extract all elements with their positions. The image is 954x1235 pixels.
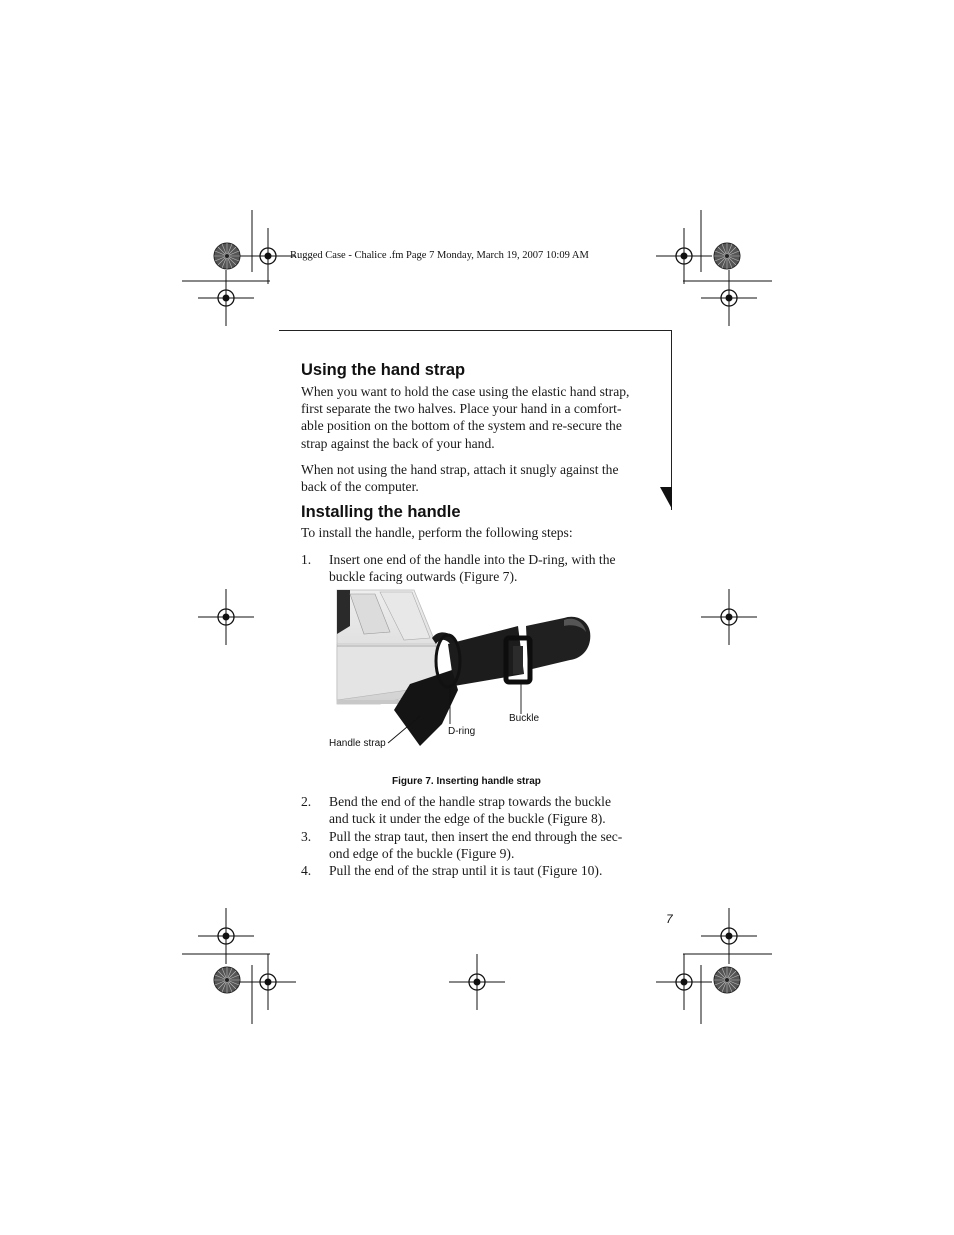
text-line: When you want to hold the case using the elastic hand strap, <box>301 384 630 399</box>
figure-caption: Figure 7. Inserting handle strap <box>392 776 541 787</box>
top-rule <box>279 330 672 331</box>
text-line: Pull the strap taut, then insert the end through the sec- <box>329 829 623 844</box>
text-line: strap against the back of your hand. <box>301 435 495 451</box>
text-line: Bend the end of the handle strap towards the buckle <box>329 794 611 809</box>
callout-handle-strap: Handle strap <box>329 738 386 749</box>
heading-using-hand-strap: Using the hand strap <box>301 361 466 379</box>
text-line: Pull the end of the strap until it is taut (Figure 10). <box>329 863 603 878</box>
callout-d-ring: D-ring <box>448 726 476 737</box>
side-rule <box>671 330 672 510</box>
thumb-tab-marker <box>660 487 672 509</box>
text-line: first separate the two halves. Place your hand in a comfort- <box>301 401 622 417</box>
heading-installing-handle: Installing the handle <box>301 503 461 521</box>
intro-text: To install the handle, perform the following steps: <box>301 525 573 540</box>
step-number: 1. <box>301 552 312 567</box>
step-2-text <box>329 793 649 827</box>
step-3-text <box>329 828 649 862</box>
text-line: ond edge of the buckle (Figure 9). <box>329 846 515 862</box>
step-4-text <box>329 862 649 879</box>
step-number: 4. <box>301 863 312 878</box>
callout-buckle: Buckle <box>509 713 540 724</box>
text-line: buckle facing outwards (Figure 7). <box>329 569 518 585</box>
running-header: Rugged Case - Chalice .fm Page 7 Monday, March 19, 2007 10:09 AM <box>290 250 589 261</box>
text-line: back of the computer. <box>301 479 419 495</box>
text-line: Insert one end of the handle into the D-ring, with the <box>329 552 616 567</box>
text-line: When not using the hand strap, attach it snugly against the <box>301 462 619 477</box>
step-number: 2. <box>301 794 312 809</box>
step-1-text <box>329 551 649 585</box>
text-line: and tuck it under the edge of the buckle (Figure 8). <box>329 811 606 827</box>
page-number: 7 <box>666 912 673 926</box>
step-number: 3. <box>301 829 312 844</box>
paragraph-hand-strap-1 <box>301 383 646 452</box>
paragraph-hand-strap-2 <box>301 461 646 495</box>
text-line: able position on the bottom of the system and re-secure the <box>301 418 622 434</box>
